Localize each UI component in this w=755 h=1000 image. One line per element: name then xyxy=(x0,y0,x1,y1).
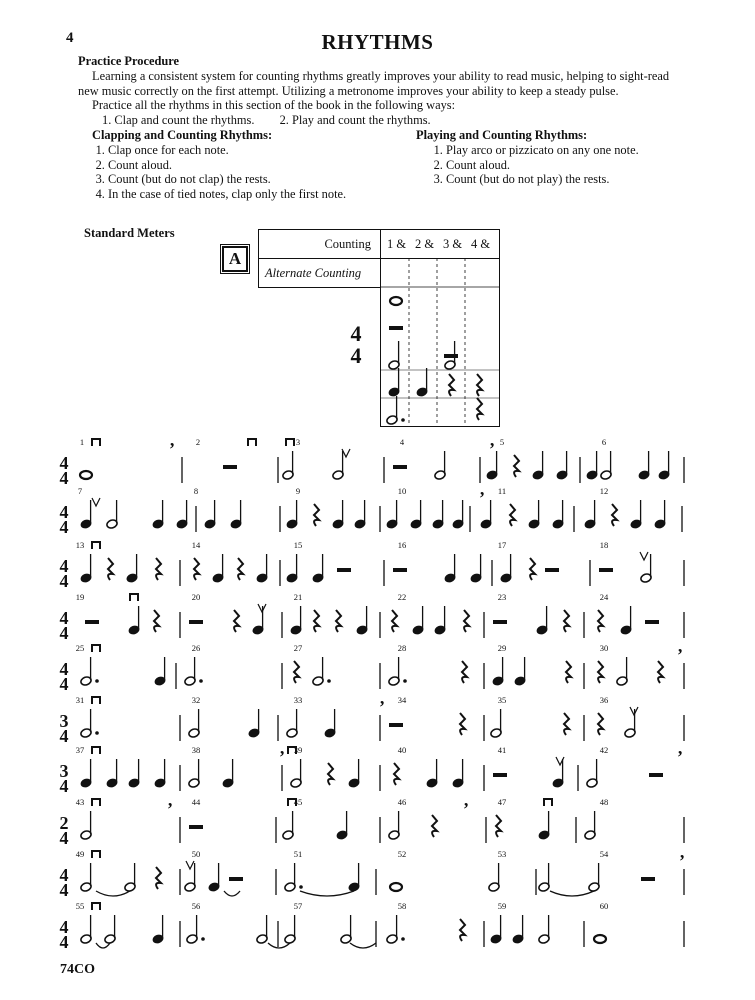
clapping-step: 3. Count (but do not clap) the rests. xyxy=(108,172,408,187)
exercise-number: 52 xyxy=(397,849,407,859)
down-bow xyxy=(92,747,100,754)
exercise-number: 6 xyxy=(601,437,607,447)
half-rest xyxy=(229,877,243,881)
breath-mark: ’ xyxy=(677,747,683,767)
practice-procedure-heading: Practice Procedure xyxy=(78,54,180,68)
exercise-number: 54 xyxy=(599,849,609,859)
breath-mark: ’ xyxy=(167,799,173,819)
exercise-number: 28 xyxy=(397,643,407,653)
exercise-number: 47 xyxy=(497,797,507,807)
exercise-number: 22 xyxy=(397,592,407,602)
down-bow xyxy=(92,903,100,910)
quarter-rest xyxy=(394,763,399,785)
quarter-rest xyxy=(314,504,319,526)
exercise-number: 4 xyxy=(399,437,405,447)
beat-1: 1 & xyxy=(387,237,407,251)
time-signature-bottom: 4 xyxy=(59,623,69,643)
down-bow xyxy=(92,542,100,549)
exercise-number: 30 xyxy=(599,643,609,653)
exercise-number: 13 xyxy=(75,540,85,550)
beat-4: 4 & xyxy=(471,237,491,251)
breath-mark: ’ xyxy=(479,488,485,508)
beat-2: 2 & xyxy=(415,237,435,251)
half-rest xyxy=(641,877,655,881)
time-signature-bottom: 4 xyxy=(59,880,69,900)
exercise-number: 14 xyxy=(191,540,201,550)
exercise-number: 18 xyxy=(599,540,609,550)
exercise-number: 41 xyxy=(497,745,507,755)
whole-note xyxy=(80,471,92,479)
standard-meters-heading: Standard Meters xyxy=(84,226,175,240)
quarter-rest xyxy=(496,815,501,837)
page-number: 4 xyxy=(66,30,74,46)
exercise-number: 35 xyxy=(497,695,507,705)
footer-code: 74CO xyxy=(60,962,95,977)
quarter-rest xyxy=(392,610,397,632)
quarter-rest xyxy=(510,504,515,526)
augmentation-dot xyxy=(327,679,331,683)
time-signature-top: 4 xyxy=(59,917,69,937)
exercise-number: 58 xyxy=(397,901,407,911)
exercise-number: 40 xyxy=(397,745,407,755)
time-signature-bottom: 4 xyxy=(59,726,69,746)
time-signature-bottom: 4 xyxy=(59,517,69,537)
down-bow xyxy=(248,439,256,446)
exercise-number: 9 xyxy=(295,486,301,496)
half-rest xyxy=(393,465,407,469)
breath-mark: ’ xyxy=(679,851,685,871)
quarter-rest xyxy=(154,610,159,632)
time-signature-top: 4 xyxy=(59,556,69,576)
quarter-rest xyxy=(449,374,454,396)
up-bow xyxy=(92,498,100,506)
augmentation-dot xyxy=(199,679,203,683)
tie xyxy=(550,891,594,896)
quarter-rest xyxy=(234,610,239,632)
time-signature-bottom: 4 xyxy=(350,343,362,368)
half-rest xyxy=(493,773,507,777)
tie xyxy=(96,943,110,948)
counting-label: Counting xyxy=(324,237,371,251)
time-signature-top: 4 xyxy=(59,453,69,473)
exercise-number: 56 xyxy=(191,901,201,911)
down-bow xyxy=(92,645,100,652)
up-bow xyxy=(186,861,194,869)
exercise-number: 8 xyxy=(193,486,199,496)
time-signature-bottom: 4 xyxy=(59,674,69,694)
quarter-rest xyxy=(460,713,465,735)
augmentation-dot xyxy=(95,731,99,735)
half-rest xyxy=(337,568,351,572)
augmentation-dot xyxy=(403,679,407,683)
time-signature-bottom: 4 xyxy=(59,828,69,848)
exercise-number: 44 xyxy=(191,797,201,807)
half-rest xyxy=(189,620,203,624)
quarter-rest xyxy=(464,610,469,632)
exercise-number: 43 xyxy=(75,797,85,807)
augmentation-dot xyxy=(299,885,303,889)
tie xyxy=(96,891,130,896)
exercise-number: 3 xyxy=(295,437,301,447)
exercise-number: 5 xyxy=(499,437,505,447)
breath-mark: ’ xyxy=(463,799,469,819)
time-signature-top: 4 xyxy=(350,321,362,346)
half-rest xyxy=(85,620,99,624)
exercise-number: 55 xyxy=(75,901,85,911)
quarter-rest xyxy=(530,558,535,580)
quarter-rest xyxy=(598,661,603,683)
beat-3: 3 & xyxy=(443,237,463,251)
quarter-rest xyxy=(156,867,161,889)
exercise-number: 11 xyxy=(497,486,507,496)
whole-note xyxy=(390,883,402,891)
quarter-rest xyxy=(477,398,482,420)
exercise-number: 15 xyxy=(293,540,303,550)
whole-note xyxy=(594,935,606,943)
clapping-step: 2. Count aloud. xyxy=(108,158,408,173)
tie xyxy=(224,891,240,896)
time-signature-top: 4 xyxy=(59,659,69,679)
exercise-number: 46 xyxy=(397,797,407,807)
clapping-step: 4. In the case of tied notes, clap only the first note. xyxy=(108,187,408,202)
way-1: 1. Clap and count the rhythms. xyxy=(102,113,255,128)
exercise-number: 29 xyxy=(497,643,507,653)
playing-heading: Playing and Counting Rhythms: xyxy=(416,127,588,142)
half-rest xyxy=(545,568,559,572)
breath-mark: ’ xyxy=(379,697,385,717)
exercise-number: 49 xyxy=(75,849,85,859)
time-signature-top: 2 xyxy=(59,813,69,833)
breath-mark: ’ xyxy=(169,439,175,459)
exercise-number: 51 xyxy=(293,849,303,859)
exercise-number: 60 xyxy=(599,901,609,911)
breath-mark: ’ xyxy=(489,439,495,459)
down-bow xyxy=(130,594,138,601)
playing-step: 3. Count (but do not play) the rests. xyxy=(446,172,639,187)
page-title: RHYTHMS xyxy=(321,30,434,54)
alternate-counting-label: Alternate Counting xyxy=(265,266,362,280)
exercise-number: 27 xyxy=(293,643,303,653)
quarter-rest xyxy=(658,661,663,683)
time-signature-top: 4 xyxy=(59,865,69,885)
quarter-rest xyxy=(328,763,333,785)
quarter-rest xyxy=(477,374,482,396)
half-rest xyxy=(645,620,659,624)
exercise-number: 31 xyxy=(75,695,85,705)
exercise-number: 2 xyxy=(195,437,201,447)
exercise-number: 38 xyxy=(191,745,201,755)
clapping-heading: Clapping and Counting Rhythms: xyxy=(92,127,273,142)
time-signature-top: 4 xyxy=(59,502,69,522)
tie xyxy=(268,943,290,948)
section-letter-box: A xyxy=(222,246,248,272)
quarter-rest xyxy=(462,661,467,683)
whole-rest xyxy=(389,326,403,330)
playing-step: 1. Play arco or pizzicato on any one note. xyxy=(446,143,639,158)
exercise-number: 12 xyxy=(599,486,609,496)
exercise-number: 7 xyxy=(77,486,83,496)
half-rest xyxy=(189,825,203,829)
quarter-rest xyxy=(156,558,161,580)
exercise-number: 10 xyxy=(397,486,407,496)
quarter-rest xyxy=(564,713,569,735)
augmentation-dot xyxy=(401,937,405,941)
exercise-number: 53 xyxy=(497,849,507,859)
time-signature-top: 3 xyxy=(59,761,69,781)
intro-paragraph-1: Learning a consistent system for counting rhythms greatly improves your ability to read music, helping to sight-read new music correctly on the first attempt. Utilizing a metronome improves your ability to keep a steady pulse. xyxy=(78,68,670,98)
half-rest xyxy=(389,723,403,727)
exercise-number: 26 xyxy=(191,643,201,653)
quarter-rest xyxy=(314,610,319,632)
quarter-rest xyxy=(108,558,113,580)
quarter-rest xyxy=(566,661,571,683)
playing-step: 2. Count aloud. xyxy=(446,158,639,173)
exercise-number: 24 xyxy=(599,592,609,602)
exercise-number: 42 xyxy=(599,745,609,755)
quarter-rest xyxy=(598,610,603,632)
breath-mark: ’ xyxy=(677,645,683,665)
half-rest xyxy=(223,465,237,469)
time-signature-top: 3 xyxy=(59,711,69,731)
exercise-number: 57 xyxy=(293,901,303,911)
exercise-number: 1 xyxy=(79,437,85,447)
whole-note xyxy=(390,297,402,305)
quarter-rest xyxy=(336,610,341,632)
exercise-number: 36 xyxy=(599,695,609,705)
exercise-number: 59 xyxy=(497,901,507,911)
augmentation-dot xyxy=(95,679,99,683)
half-rest xyxy=(649,773,663,777)
tie xyxy=(350,943,376,948)
down-bow xyxy=(544,799,552,806)
quarter-rest xyxy=(514,455,519,477)
exercise-number: 48 xyxy=(599,797,609,807)
quarter-rest xyxy=(564,610,569,632)
time-signature-top: 4 xyxy=(59,608,69,628)
time-signature-bottom: 4 xyxy=(59,776,69,796)
up-bow xyxy=(640,552,648,560)
exercise-number: 39 xyxy=(293,745,303,755)
exercise-number: 25 xyxy=(75,643,85,653)
quarter-rest xyxy=(460,919,465,941)
down-bow xyxy=(92,697,100,704)
quarter-rest xyxy=(294,661,299,683)
exercise-number: 37 xyxy=(75,745,85,755)
exercise-number: 21 xyxy=(293,592,303,602)
time-signature-bottom: 4 xyxy=(59,468,69,488)
quarter-rest xyxy=(432,815,437,837)
down-bow xyxy=(92,851,100,858)
exercise-number: 23 xyxy=(497,592,507,602)
exercise-number: 19 xyxy=(75,592,85,602)
time-signature-bottom: 4 xyxy=(59,932,69,952)
quarter-rest xyxy=(194,558,199,580)
way-2: 2. Play and count the rhythms. xyxy=(279,113,431,128)
quarter-rest xyxy=(238,558,243,580)
quarter-rest xyxy=(598,713,603,735)
down-bow xyxy=(286,439,294,446)
down-bow xyxy=(92,439,100,446)
tie xyxy=(300,891,354,896)
exercise-number: 16 xyxy=(397,540,407,550)
quarter-rest xyxy=(612,504,617,526)
breath-mark: ’ xyxy=(279,747,285,767)
half-rest xyxy=(493,620,507,624)
time-signature-bottom: 4 xyxy=(59,571,69,591)
half-rest xyxy=(393,568,407,572)
exercise-number: 34 xyxy=(397,695,407,705)
exercise-number: 17 xyxy=(497,540,507,550)
exercise-number: 33 xyxy=(293,695,303,705)
half-rest xyxy=(444,354,458,358)
clapping-step: 1. Clap once for each note. xyxy=(108,143,408,158)
down-bow xyxy=(92,799,100,806)
half-rest xyxy=(599,568,613,572)
exercise-number: 32 xyxy=(191,695,201,705)
exercise-number: 45 xyxy=(293,797,303,807)
exercise-number: 20 xyxy=(191,592,201,602)
augmentation-dot xyxy=(401,418,405,422)
intro-paragraph-2: Practice all the rhythms in this section of the book in the following ways: xyxy=(92,98,456,113)
exercise-number: 50 xyxy=(191,849,201,859)
augmentation-dot xyxy=(201,937,205,941)
